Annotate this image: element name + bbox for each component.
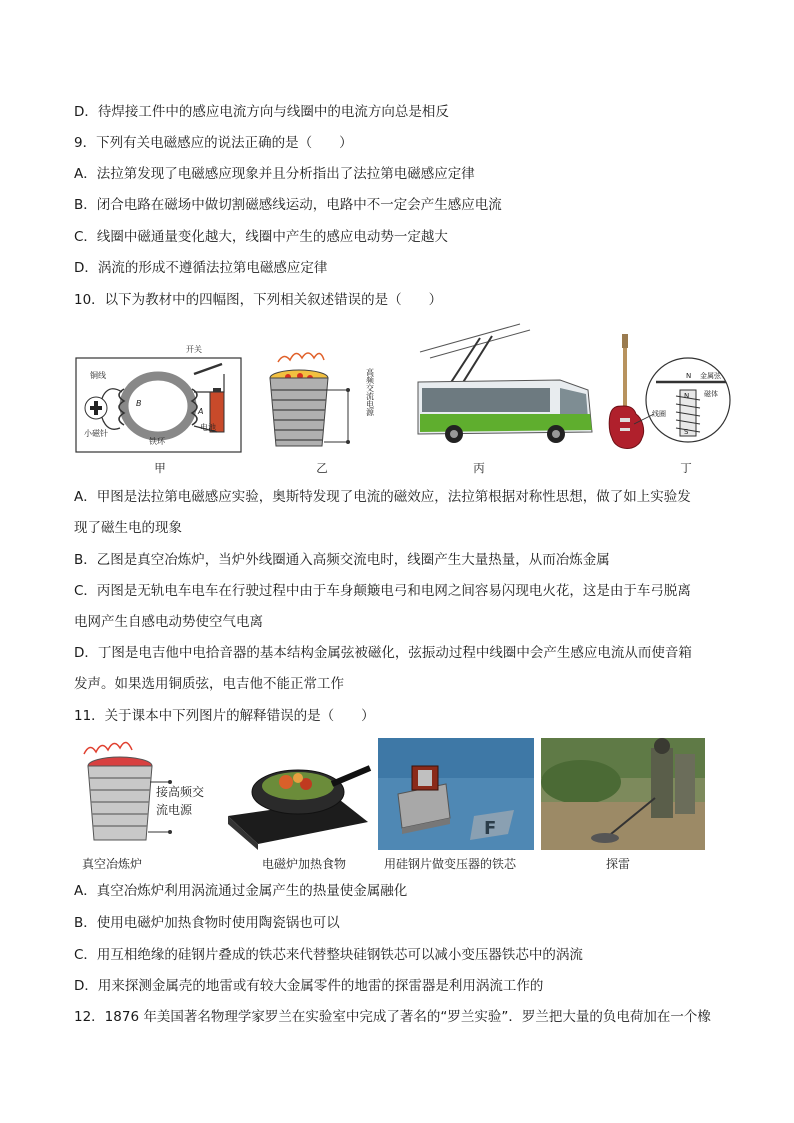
electric-guitar-pickup-diagram: [604, 334, 732, 458]
caption-transformer-core: 用硅钢片做变压器的铁芯: [384, 857, 517, 871]
option-10c-cont: 电网产生自感电动势使空气电离: [74, 614, 263, 630]
iron-ring-label: 铁环: [149, 437, 165, 446]
faraday-ring-diagram: [74, 344, 244, 456]
question-10-stem: 10．以下为教材中的四幅图，下列相关叙述错误的是（ ）: [74, 292, 443, 308]
caption-mine-detection: 探雷: [606, 857, 631, 871]
option-11c: C．用互相绝缘的硅钢片叠成的铁芯来代替整块硅钢铁芯可以减小变压器铁芯中的涡流: [74, 947, 583, 963]
option-11b: B．使用电磁炉加热食物时使用陶瓷锅也可以: [74, 915, 340, 931]
caption-jia: 甲: [154, 461, 166, 475]
caption-bing: 丙: [473, 461, 485, 475]
mine-detection-photo: [541, 738, 705, 850]
vacuum-furnace-diagram: [258, 346, 398, 454]
caption-vacuum-furnace: 真空冶炼炉: [82, 857, 143, 871]
string-label: 金属弦: [700, 372, 721, 380]
option-11d: D．用来探测金属壳的地雷或有较大金属零件的地雷的探雷器是利用涡流工作的: [74, 978, 544, 994]
option-8d: D．待焊接工件中的感应电流方向与线圈中的电流方向总是相反: [74, 104, 449, 120]
coil-b-label: B: [136, 399, 142, 408]
trolleybus-photo: [410, 322, 600, 454]
pole-n: N: [684, 392, 690, 400]
question-9-stem: 9．下列有关电磁感应的说法正确的是（ ）: [74, 135, 353, 151]
option-9d: D．涡流的形成不遵循法拉第电磁感应定律: [74, 260, 328, 276]
transformer-core-photo: [378, 738, 534, 850]
hf-source-line1: 接高频交: [156, 785, 205, 799]
question-11-stem: 11．关于课本中下列图片的解释错误的是（ ）: [74, 708, 375, 724]
option-11a: A．真空冶炼炉利用涡流通过金属产生的热量使金属融化: [74, 883, 408, 899]
option-10a-cont: 现了磁生电的现象: [74, 520, 182, 536]
coil-a-label: A: [198, 407, 204, 416]
option-9a: A．法拉第发现了电磁感应现象并且分析指出了法拉第电磁感应定律: [74, 166, 475, 182]
option-9c: C．线圈中磁通量变化越大，线圈中产生的感应电动势一定越大: [74, 229, 448, 245]
caption-induction-cooker: 电磁炉加热食物: [262, 857, 347, 871]
caption-yi: 乙: [316, 461, 328, 475]
needle-label: 小磁针: [84, 429, 108, 438]
pole-n-top: N: [686, 372, 692, 380]
option-10b: B．乙图是真空冶炼炉，当炉外线圈通入高频交流电时，线圈产生大量热量，从而冶炼金属: [74, 552, 610, 568]
question-12-stem: 12．1876 年美国著名物理学家罗兰在实验室中完成了著名的“罗兰实验”．罗兰把大量的负电荷加在一个橡: [74, 1009, 711, 1025]
copper-label: 铜线: [90, 371, 106, 380]
option-10a: A．甲图是法拉第电磁感应实验，奥斯特发现了电流的磁效应，法拉第根据对称性思想，做了如上实验发: [74, 489, 691, 505]
induction-cooker-photo: [220, 738, 372, 850]
magnet-label: 磁体: [704, 390, 718, 398]
option-10d: D．丁图是电吉他中电拾音器的基本结构金属弦被磁化，弦振动过程中线圈中会产生感应电流从而使音箱: [74, 645, 692, 661]
svg-text:F: F: [484, 818, 497, 839]
battery-label: 电池: [200, 423, 216, 432]
option-9b: B．闭合电路在磁场中做切割磁感线运动，电路中不一定会产生感应电流: [74, 197, 502, 213]
switch-label: 开关: [186, 345, 202, 354]
option-10d-cont: 发声。如果选用铜质弦，电吉他不能正常工作: [74, 676, 344, 692]
hf-source-label: 高频交流电源: [365, 368, 375, 416]
vacuum-furnace-photo: [74, 738, 214, 850]
caption-ding: 丁: [680, 461, 692, 475]
coil-label: 线圈: [652, 410, 666, 418]
pole-s: S: [684, 428, 689, 436]
hf-source-line2: 流电源: [156, 803, 193, 817]
option-10c: C．丙图是无轨电车电车在行驶过程中由于车身颠簸电弓和电网之间容易闪现电火花，这是由于车弓脱离: [74, 583, 691, 599]
